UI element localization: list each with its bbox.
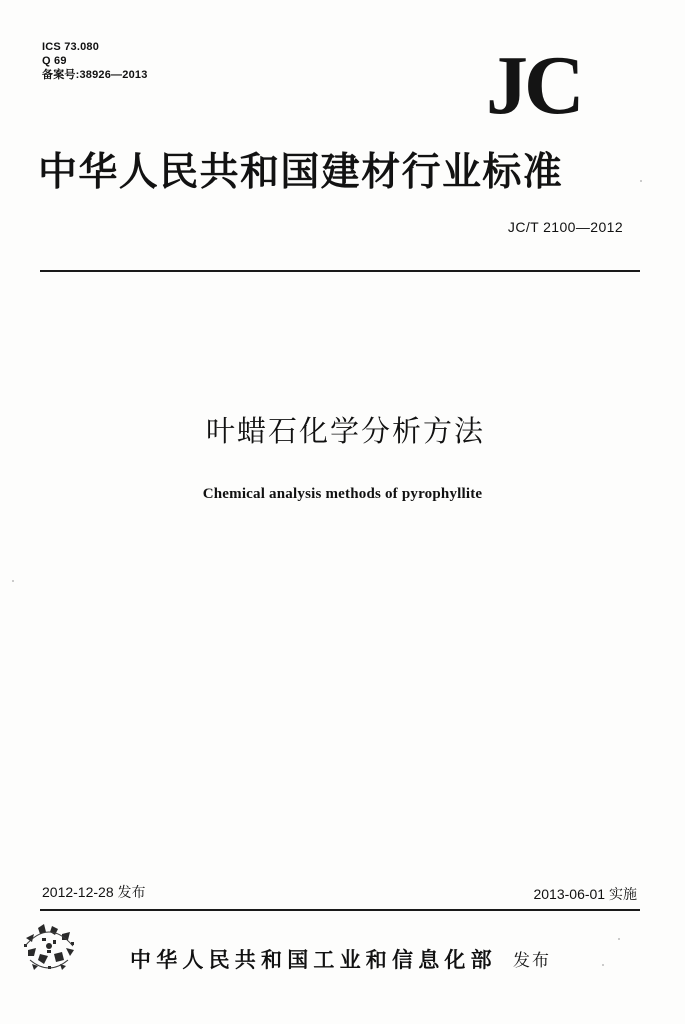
ics-code: ICS 73.080	[42, 41, 100, 53]
standard-number: JC/T 2100—2012	[507, 219, 623, 235]
classification-block	[42, 40, 148, 82]
publish-label: 发布	[513, 951, 551, 971]
bottom-divider	[40, 909, 640, 911]
publisher-name: 中华人民共和国工业和信息化部	[130, 947, 497, 972]
scan-speck	[640, 180, 642, 182]
document-title-chinese: 叶蜡石化学分析方法	[205, 414, 485, 448]
issue-date: 2012-12-28 发布	[42, 884, 146, 900]
scan-speck	[12, 580, 14, 582]
top-divider	[40, 270, 640, 272]
filing-number: 备案号:38926—2013	[42, 69, 148, 81]
scan-speck	[618, 938, 620, 940]
scan-speck	[602, 964, 604, 966]
publisher-seal-icon	[20, 920, 78, 972]
standard-category-title: 中华人民共和国建材行业标准	[38, 149, 564, 195]
jc-logo: JC	[486, 39, 581, 132]
implementation-date: 2013-06-01 实施	[533, 886, 637, 902]
document-title-english: Chemical analysis methods of pyrophyllite	[202, 486, 483, 502]
classification-code: Q 69	[42, 55, 67, 67]
